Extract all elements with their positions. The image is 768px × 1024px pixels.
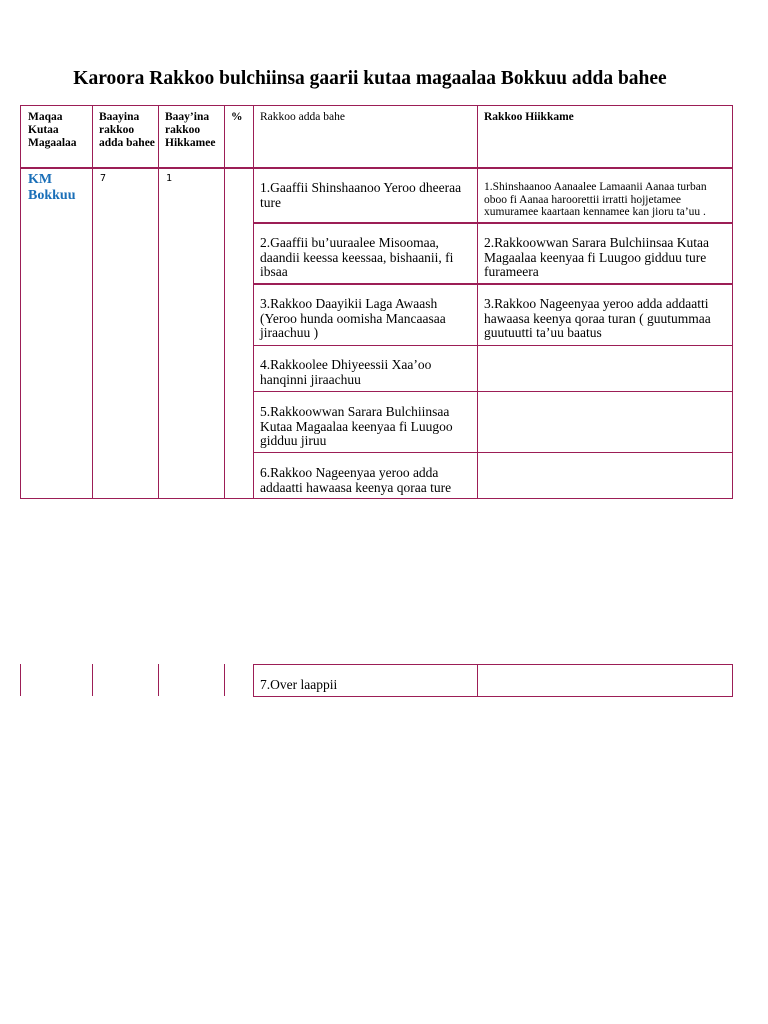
problem-identified-4: 4.Rakkoolee Dhiyeessii Xaa’oo hanqinni jiraachuu bbox=[260, 357, 432, 387]
header-baayina-rakkoo: Baayina rakkoo adda bahee bbox=[99, 111, 155, 149]
count-identified: 7 bbox=[100, 173, 107, 184]
header-kutaa-magaalaa: Maqaa Kutaa Magaalaa bbox=[28, 111, 77, 149]
problem-identified-6: 6.Rakkoo Nageenyaa yeroo adda addaatti hawaasa keenya qoraa ture bbox=[260, 465, 452, 495]
header-baayina-hikkamee: Baay’ina rakkoo Hikkamee bbox=[165, 111, 216, 149]
count-solved: 1 bbox=[166, 173, 173, 184]
problem-identified-1: 1.Gaaffii Shinshaanoo Yeroo dheeraa ture bbox=[260, 180, 462, 210]
header-rakkoo-hiikkame: Rakkoo Hiikkame bbox=[484, 111, 574, 123]
document-title: Karoora Rakkoo bulchiinsa gaarii kutaa magaalaa Bokkuu adda bahee bbox=[73, 68, 667, 89]
problem-identified-3: 3.Rakkoo Daayikii Laga Awaash (Yeroo hunda oomisha Mancaasaa jiraachuu ) bbox=[260, 296, 446, 340]
problem-solved-1: 1.Shinshaanoo Aanaalee Lamaanii Aanaa turban oboo fi Aanaa haroorettii irratti hojjetamee xumuramee kaartaan kennamee kan jioru ta’uu . bbox=[484, 181, 707, 218]
problem-identified-2: 2.Gaaffii bu’uuraalee Misoomaa, daandii keessa keessaa, bishaanii, fi ibsaa bbox=[260, 235, 454, 279]
kutaa-magaalaa-name: KM Bokkuu bbox=[28, 172, 76, 203]
problem-identified-5: 5.Rakkoowwan Sarara Bulchiinsaa Kutaa Magaalaa keenyaa fi Luugoo gidduu jiruu bbox=[260, 404, 453, 448]
problem-solved-3: 3.Rakkoo Nageenyaa yeroo adda addaatti hawaasa keenya qoraa turan ( guutummaa guutuutti ta’uu baatus bbox=[484, 296, 711, 340]
problem-solved-2: 2.Rakkoowwan Sarara Bulchiinsaa Kutaa Magaalaa keenyaa fi Luugoo gidduu ture furameera bbox=[484, 235, 709, 279]
problem-identified-7: 7.Over laappii bbox=[260, 677, 338, 692]
header-rakkoo-adda-bahe: Rakkoo adda bahe bbox=[260, 111, 345, 123]
header-percent: % bbox=[231, 111, 243, 123]
